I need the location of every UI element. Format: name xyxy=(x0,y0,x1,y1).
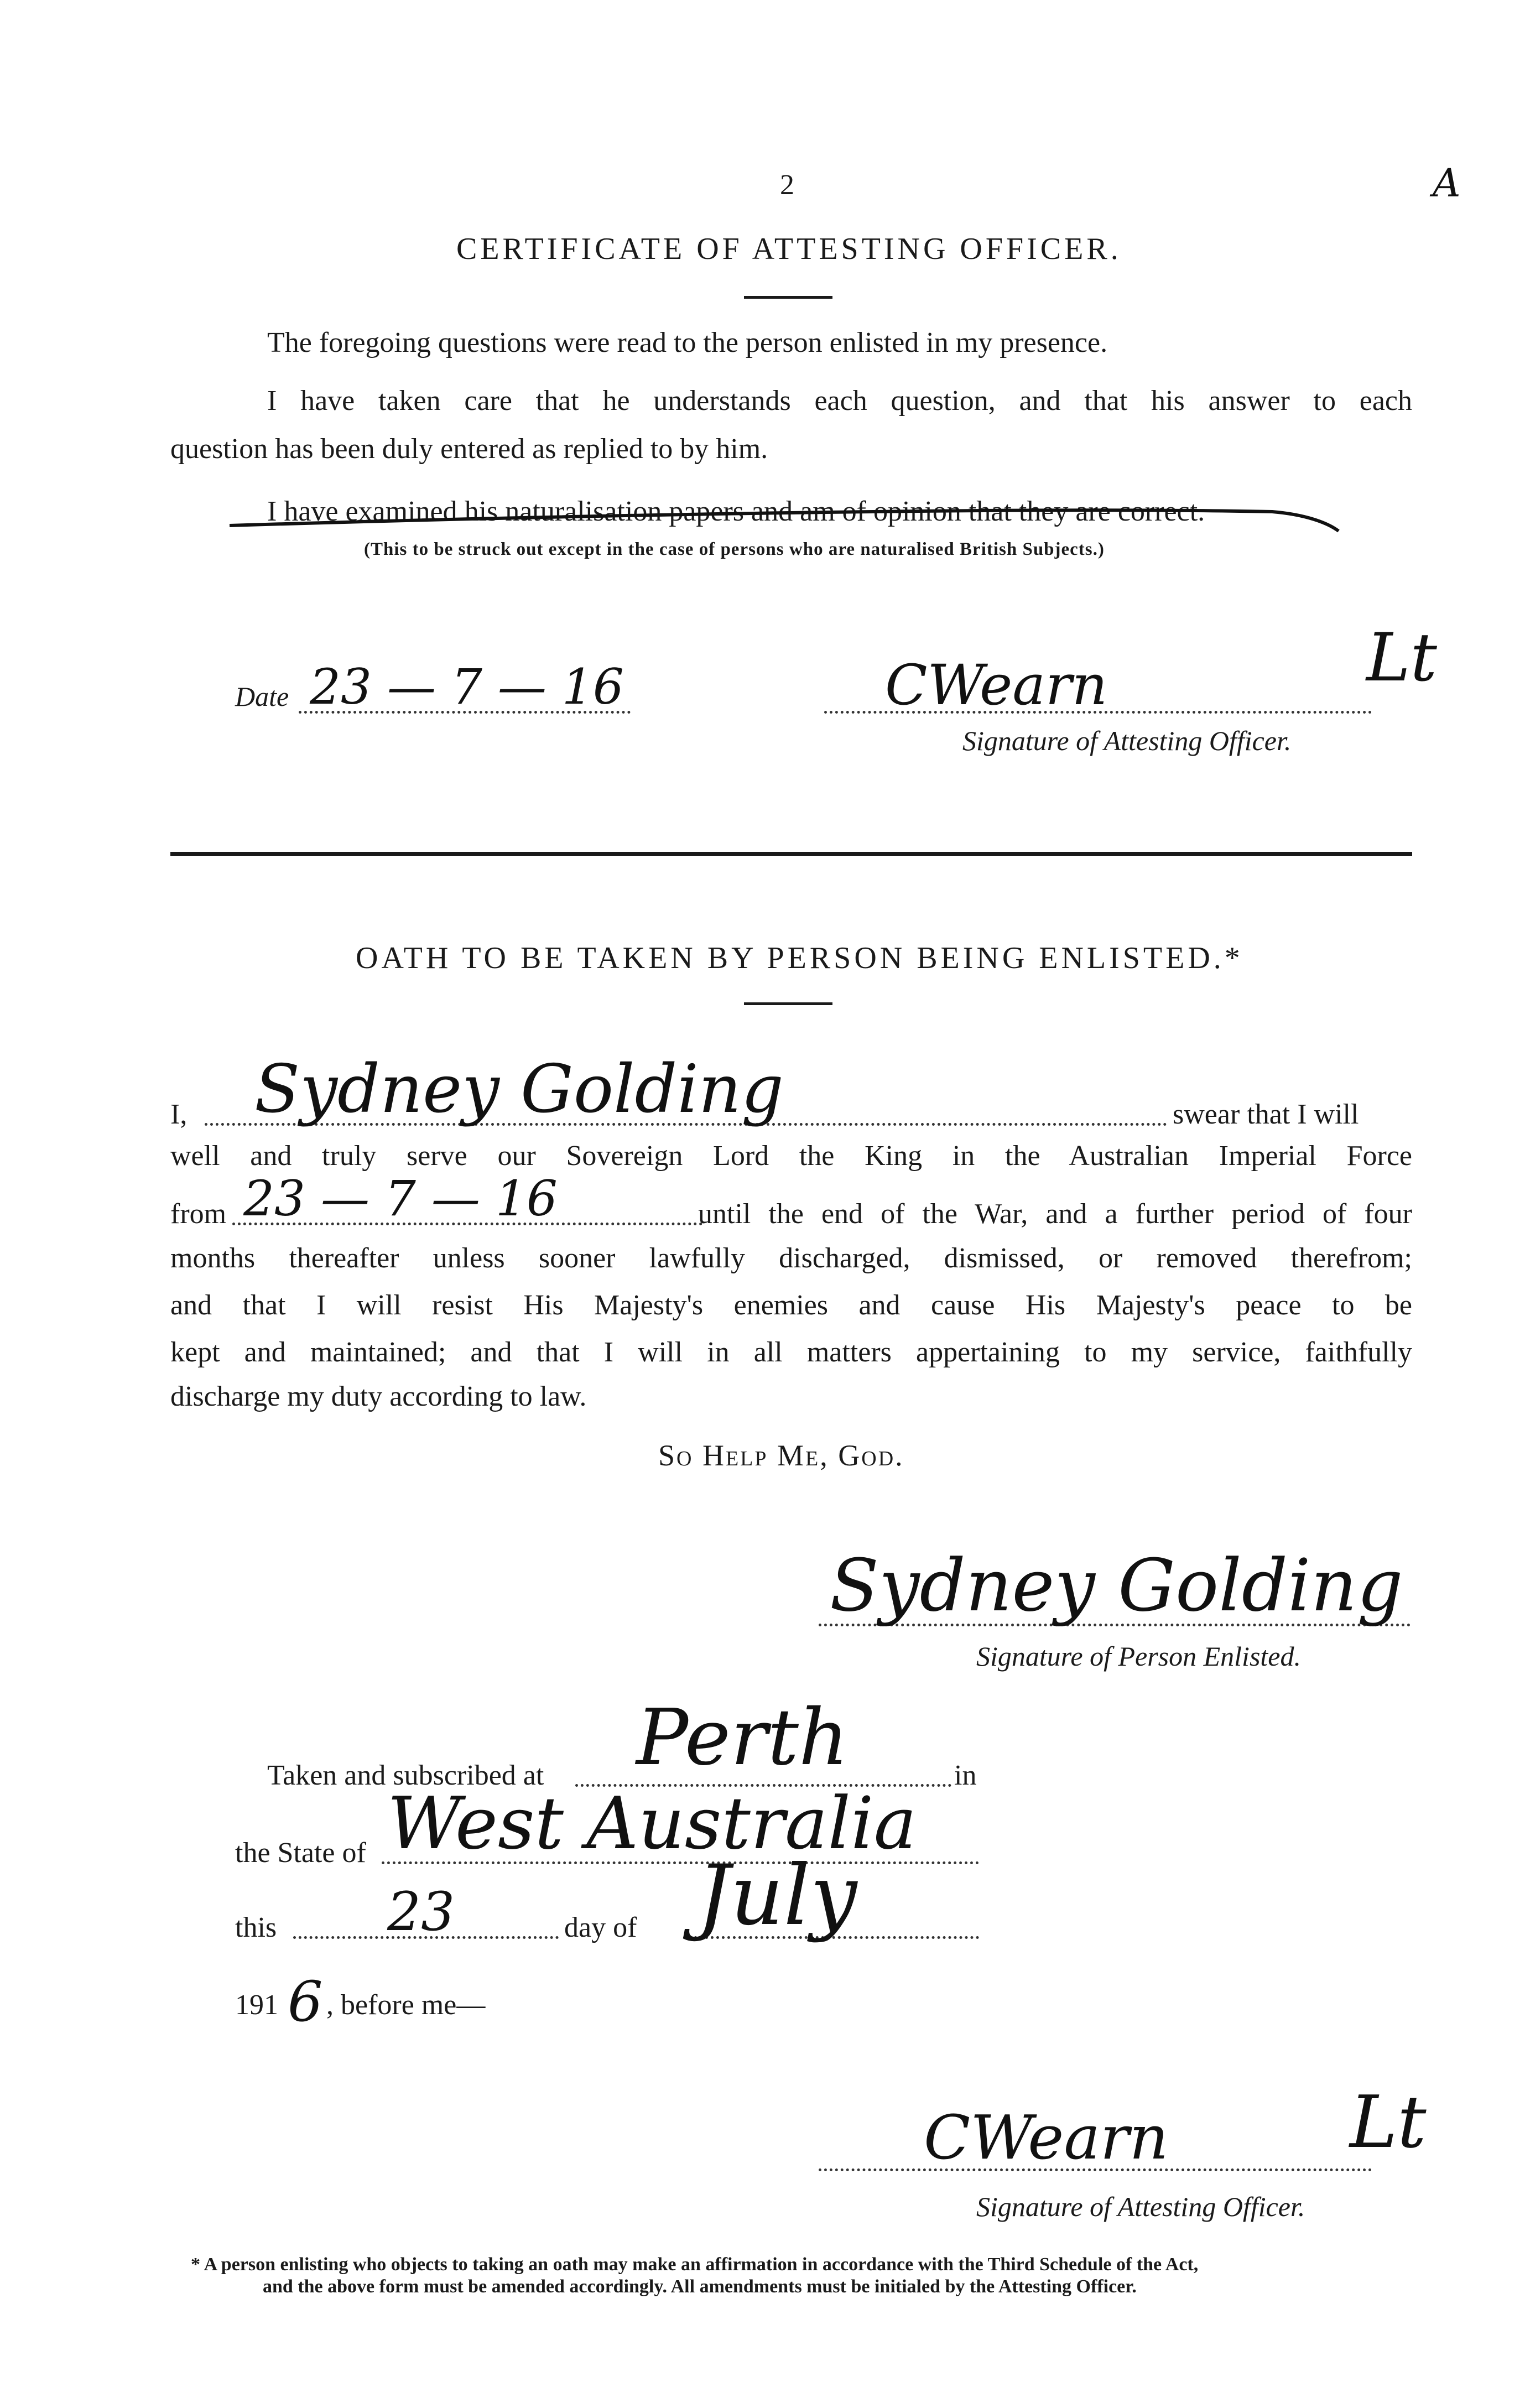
naturalisation-note: (This to be struck out except in the case of persons who are naturalised British Subjects.) xyxy=(364,539,1105,559)
officer-rank: Lt xyxy=(1366,620,1437,696)
before-me-label: , before me— xyxy=(326,1989,486,2021)
day-value: 23 xyxy=(387,1881,455,1943)
enlisted-signature-caption: Signature of Person Enlisted. xyxy=(976,1641,1301,1672)
certificate-line-3: question has been duly entered as replied to by him. xyxy=(170,433,768,465)
oath-line-4: months thereafter unless sooner lawfully discharged, dismissed, or removed therefrom; xyxy=(170,1242,1412,1274)
naturalisation-line: I have examined his naturalisation papers and am of opinion that they are correct. xyxy=(267,496,1205,527)
section-divider xyxy=(170,852,1412,856)
date-label: Date xyxy=(235,681,289,712)
taken-subscribed-label: Taken and subscribed at xyxy=(267,1760,544,1791)
officer-signature-caption: Signature of Attesting Officer. xyxy=(962,725,1292,756)
day-of-label: day of xyxy=(564,1912,637,1943)
title-underline xyxy=(744,296,832,299)
oath-from-label: from xyxy=(170,1198,227,1230)
officer-signature: CWearn xyxy=(885,653,1108,717)
certificate-title: CERTIFICATE OF ATTESTING OFFICER. xyxy=(456,232,1122,266)
state-label: the State of xyxy=(235,1837,366,1869)
year-prefix: 191 xyxy=(235,1989,278,2021)
oath-line-2: well and truly serve our Sovereign Lord the King in the Australian Imperial Force xyxy=(170,1140,1412,1172)
year-digit: 6 xyxy=(288,1969,323,2034)
footnote-line-1: * A person enlisting who objects to taking an oath may make an affirmation in accordance with the Third Schedule of the Act, xyxy=(191,2254,1199,2275)
page-number: 2 xyxy=(780,169,794,201)
second-officer-caption: Signature of Attesting Officer. xyxy=(976,2191,1305,2222)
this-label: this xyxy=(235,1912,277,1943)
corner-mark: A xyxy=(1433,160,1461,206)
date-value: 23 — 7 — 16 xyxy=(310,658,624,715)
oath-line-3-tail: until the end of the War, and a further period of four xyxy=(698,1198,1412,1230)
place-value: Perth xyxy=(636,1693,849,1783)
strike-through-mark xyxy=(221,487,1344,548)
second-officer-signature: CWearn xyxy=(924,2102,1169,2173)
footnote-line-2: and the above form must be amended accordingly. All amendments must be initialed by the Attesting Officer. xyxy=(263,2276,1137,2297)
oath-line-5: and that I will resist His Majesty's enemies and cause His Majesty's peace to be xyxy=(170,1289,1412,1321)
enlisted-signature: Sydney Golding xyxy=(830,1543,1403,1627)
oath-swear-text: swear that I will xyxy=(1173,1099,1359,1130)
oath-line-6: kept and maintained; and that I will in all matters appertaining to my service, faithfully xyxy=(170,1336,1412,1368)
oath-line-7: discharge my duty according to law. xyxy=(170,1381,587,1412)
certificate-line-2: I have taken care that he understands each question, and that his answer to each xyxy=(267,385,1412,417)
oath-title: OATH TO BE TAKEN BY PERSON BEING ENLISTED.* xyxy=(356,941,1243,975)
certificate-line-1: The foregoing questions were read to the person enlisted in my presence. xyxy=(267,327,1108,358)
state-value: West Australia xyxy=(387,1781,917,1865)
oath-from-date: 23 — 7 — 16 xyxy=(243,1170,558,1227)
oath-i-label: I, xyxy=(170,1099,188,1130)
oath-title-underline xyxy=(744,1002,832,1005)
in-label: in xyxy=(954,1760,977,1791)
so-help-me-god: So Help Me, God. xyxy=(658,1439,904,1472)
oath-name: Sydney Golding xyxy=(254,1051,784,1128)
second-officer-rank: Lt xyxy=(1350,2080,1427,2164)
month-value: July xyxy=(697,1848,857,1944)
